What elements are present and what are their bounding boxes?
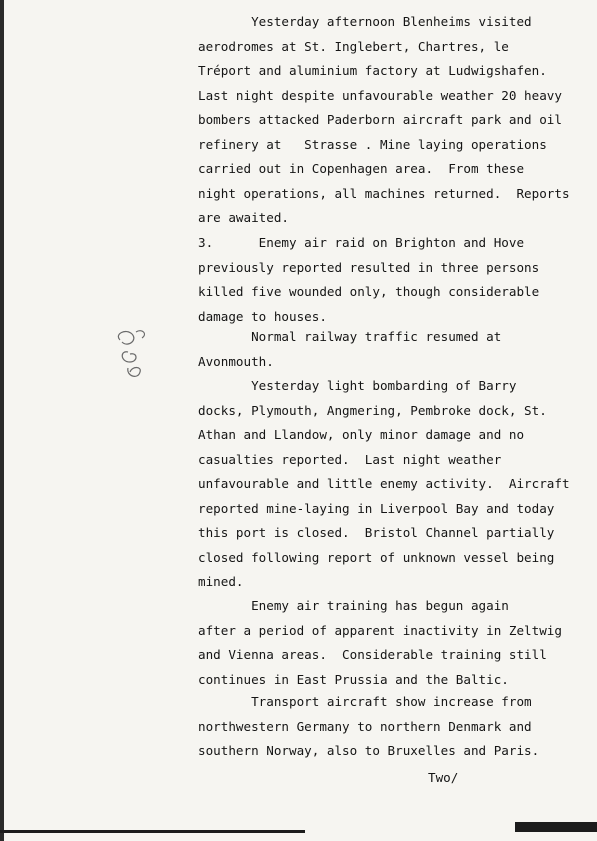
- text-line: 3. Enemy air raid on Brighton and Hove: [198, 235, 525, 250]
- text-line: previously reported resulted in three persons: [198, 259, 540, 275]
- text-line: closed following report of unknown vessel being: [198, 549, 555, 565]
- text-line: continues in East Prussia and the Baltic.: [198, 671, 509, 687]
- text-line: Yesterday afternoon Blenheims visited: [198, 14, 532, 29]
- text-line: bombers attacked Paderborn aircraft park and oil: [198, 112, 562, 127]
- page-signoff: Two/: [428, 770, 459, 785]
- paragraph-air-training: [198, 594, 562, 692]
- paragraph-bomber-operations: [198, 10, 570, 231]
- text-line: killed five wounded only, though considerable: [198, 284, 540, 299]
- text-line: night operations, all machines returned. Reports: [198, 185, 570, 201]
- scan-left-edge: [0, 0, 4, 841]
- text-line: northwestern Germany to northern Denmark and: [198, 718, 532, 734]
- text-line: Athan and Llandow, only minor damage and no: [198, 427, 525, 442]
- text-line: Last night despite unfavourable weather 20 heavy: [198, 87, 562, 103]
- text-line: aerodromes at St. Inglebert, Chartres, le: [198, 38, 509, 54]
- text-line: this port is closed. Bristol Channel partially: [198, 525, 555, 540]
- text-line: Normal railway traffic resumed at: [198, 329, 502, 344]
- text-line: unfavourable and little enemy activity. Aircraft: [198, 476, 570, 491]
- paragraph-transport-aircraft: [198, 690, 539, 764]
- text-line: casualties reported. Last night weather: [198, 451, 502, 467]
- text-line: are awaited.: [198, 210, 289, 225]
- paragraph-railway-traffic: [198, 325, 501, 374]
- bottom-rule: [0, 830, 305, 833]
- handwritten-page-number-mark: [112, 326, 152, 386]
- text-line: refinery at Strasse . Mine laying operations: [198, 136, 547, 152]
- text-line: Enemy air training has begun again: [198, 598, 509, 613]
- text-line: damage to houses.: [198, 308, 327, 324]
- text-line: Avonmouth.: [198, 353, 274, 369]
- text-line: and Vienna areas. Considerable training still: [198, 647, 547, 662]
- text-line: docks, Plymouth, Angmering, Pembroke dock, St.: [198, 402, 547, 418]
- text-line: southern Norway, also to Bruxelles and Paris.: [198, 743, 540, 758]
- text-line: Transport aircraft show increase from: [198, 694, 532, 709]
- paragraph-light-bombing: [198, 374, 570, 595]
- bottom-rule-right: [515, 822, 597, 832]
- text-line: mined.: [198, 574, 244, 589]
- text-line: Tréport and aluminium factory at Ludwigshafen.: [198, 63, 547, 78]
- text-line: carried out in Copenhagen area. From these: [198, 161, 525, 176]
- text-line: after a period of apparent inactivity in Zeltwig: [198, 622, 562, 638]
- text-line: reported mine-laying in Liverpool Bay and today: [198, 500, 555, 516]
- text-line: Yesterday light bombarding of Barry: [198, 378, 517, 393]
- paragraph-brighton-raid: [198, 231, 539, 329]
